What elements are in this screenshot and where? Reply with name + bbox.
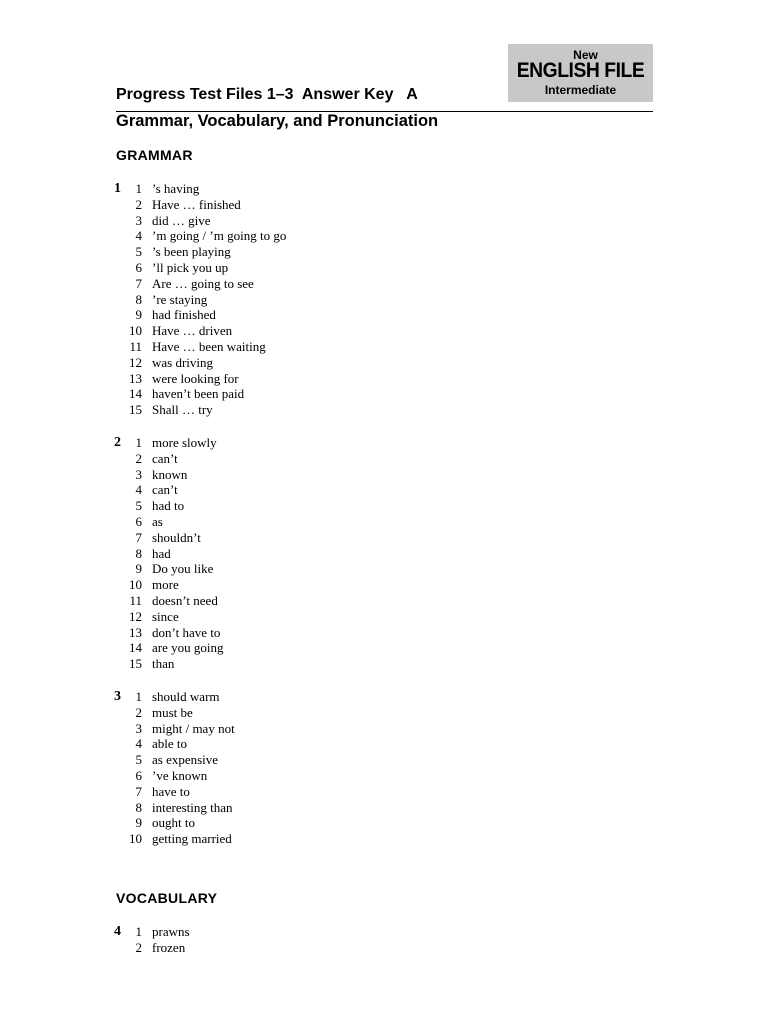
answer-text: ’re staying <box>152 291 208 307</box>
exercise-number: 1 <box>114 181 121 196</box>
logo-new-label: New <box>573 48 598 62</box>
answer-number: 2 <box>135 704 142 720</box>
answer-text: able to <box>152 736 188 752</box>
answer-text: haven’t been paid <box>152 386 245 402</box>
answer-number: 5 <box>135 752 142 768</box>
answer-number: 4 <box>135 482 142 498</box>
answer-text: was driving <box>152 354 214 370</box>
answer-text: than <box>152 656 175 672</box>
answer-text: ’ll pick you up <box>152 259 229 275</box>
answer-number: 4 <box>135 736 142 752</box>
answer-number: 9 <box>135 815 142 831</box>
answer-text: can’t <box>152 482 178 498</box>
english-file-logo <box>508 44 653 102</box>
answer-text: Shall … try <box>152 402 213 418</box>
answer-text: frozen <box>152 939 186 955</box>
page-title: Progress Test Files 1–3 Answer Key A <box>116 86 418 103</box>
answer-text: don’t have to <box>152 624 221 640</box>
answer-number: 7 <box>135 783 142 799</box>
answer-number: 10 <box>129 323 142 339</box>
answer-number: 7 <box>135 275 142 291</box>
answer-number: 3 <box>135 466 142 482</box>
answer-text: ’ve known <box>152 767 208 783</box>
answer-number: 14 <box>129 640 142 656</box>
answer-text: had finished <box>152 307 216 323</box>
exercise-number: 4 <box>114 924 121 939</box>
answer-text: are you going <box>152 640 224 656</box>
answer-text: ’s having <box>152 181 200 196</box>
answer-text: known <box>152 466 188 482</box>
answer-number: 2 <box>135 450 142 466</box>
answer-text: getting married <box>152 831 232 847</box>
answer-number: 5 <box>135 244 142 260</box>
answer-text: ’m going / ’m going to go <box>152 228 287 244</box>
exercise-number: 3 <box>114 689 121 704</box>
answer-text: Are … going to see <box>152 275 254 291</box>
answer-number: 3 <box>135 212 142 228</box>
answer-text: Have … driven <box>152 323 233 339</box>
answer-number: 12 <box>129 608 142 624</box>
answer-text: shouldn’t <box>152 529 201 545</box>
logo-title: ENGLISH FILE <box>516 59 645 82</box>
section-heading-vocabulary: VOCABULARY <box>116 890 218 906</box>
answer-number: 14 <box>129 386 142 402</box>
answer-number: 4 <box>135 228 142 244</box>
answer-text: have to <box>152 783 190 799</box>
answer-number: 1 <box>135 689 142 704</box>
answer-text: were looking for <box>152 370 239 386</box>
answer-number: 1 <box>135 924 142 939</box>
answer-number: 11 <box>129 338 142 354</box>
answer-text: doesn’t need <box>152 592 218 608</box>
answer-number: 9 <box>135 307 142 323</box>
answer-text: more slowly <box>152 435 217 450</box>
answer-text: might / may not <box>152 720 235 736</box>
answer-text: interesting than <box>152 799 233 815</box>
answer-number: 15 <box>129 402 142 418</box>
answer-number: 1 <box>135 435 142 450</box>
answer-text: Do you like <box>152 561 214 577</box>
answer-number: 10 <box>129 831 142 847</box>
exercise-number: 2 <box>114 435 121 450</box>
answer-text: must be <box>152 704 193 720</box>
answer-number: 6 <box>135 767 142 783</box>
answer-text: ought to <box>152 815 195 831</box>
logo-level: Intermediate <box>544 83 617 97</box>
answer-text: more <box>152 577 179 593</box>
answer-number: 11 <box>129 592 142 608</box>
answer-text: ’s been playing <box>152 244 231 260</box>
answer-text: had to <box>152 498 185 514</box>
answer-text: Have … been waiting <box>152 338 266 354</box>
answer-number: 2 <box>135 196 142 212</box>
answer-number: 8 <box>135 291 142 307</box>
answer-number: 13 <box>129 624 142 640</box>
answer-number: 6 <box>135 513 142 529</box>
page-subtitle: Grammar, Vocabulary, and Pronunciation <box>116 112 439 130</box>
answer-number: 12 <box>129 354 142 370</box>
answer-number: 6 <box>135 259 142 275</box>
answer-number: 1 <box>135 181 142 196</box>
answer-number: 10 <box>129 577 142 593</box>
answer-text: can’t <box>152 450 178 466</box>
answer-text: as <box>152 513 163 529</box>
answer-text: prawns <box>152 924 190 939</box>
answer-text: since <box>152 608 179 624</box>
answer-number: 13 <box>129 370 142 386</box>
answer-number: 2 <box>135 939 142 955</box>
section-heading-grammar: GRAMMAR <box>116 147 193 163</box>
answer-text: should warm <box>152 689 220 704</box>
answer-number: 3 <box>135 720 142 736</box>
answer-number: 9 <box>135 561 142 577</box>
answer-text: as expensive <box>152 752 219 768</box>
answer-text: Have … finished <box>152 196 241 212</box>
answer-text: did … give <box>152 212 211 228</box>
answer-number: 8 <box>135 799 142 815</box>
answer-text: had <box>152 545 171 561</box>
answer-number: 5 <box>135 498 142 514</box>
answer-number: 7 <box>135 529 142 545</box>
answer-number: 8 <box>135 545 142 561</box>
answer-number: 15 <box>129 656 142 672</box>
